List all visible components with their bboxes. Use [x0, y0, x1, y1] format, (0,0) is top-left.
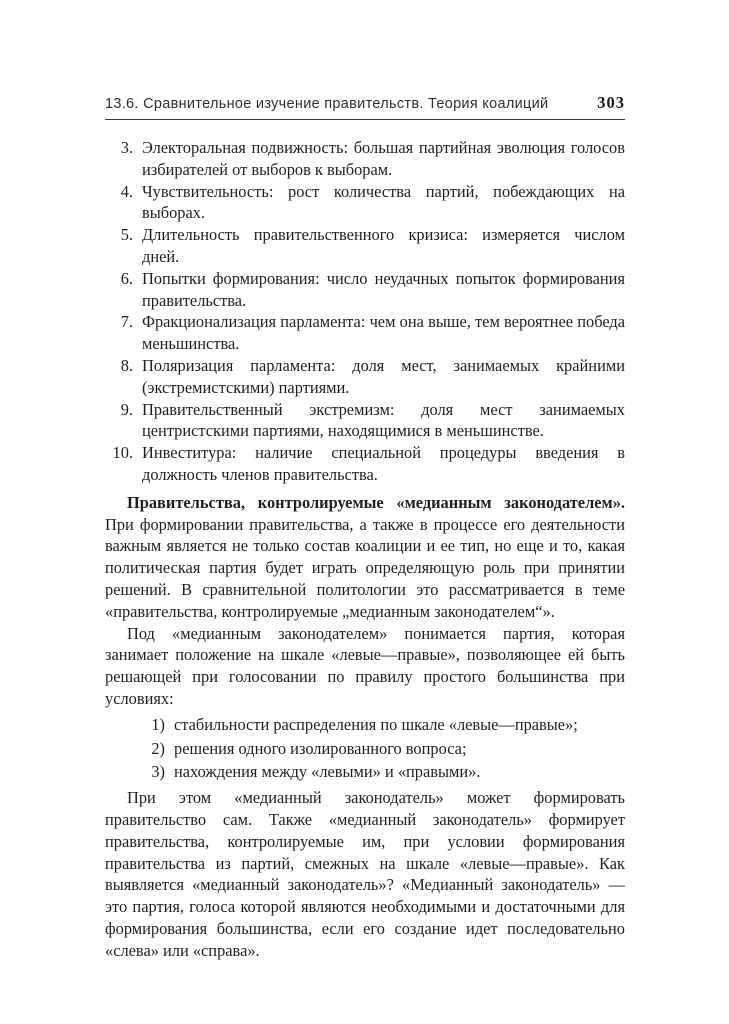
list-item-number: 8. [120, 355, 133, 375]
list-item-text: Чувствительность: рост количества партий, побеждающих на выборах. [142, 181, 625, 223]
list-item [105, 399, 625, 443]
list-item [105, 137, 625, 181]
list-item-text: нахождения между «левыми» и «правыми». [174, 762, 481, 782]
list-item-number: 3. [120, 138, 133, 157]
list-item-text: решения одного изолированного вопроса; [174, 738, 467, 758]
running-head [105, 93, 625, 113]
list-item [105, 355, 625, 399]
list-item-number: 4. [120, 181, 133, 201]
paragraph-median-formation: При этом «медианный законодатель» может формировать правительство сам. Также «медианный законодатель» формирует правительства, контролируемые им, при условии формирования правительства из партий, смежных на шкале «левые—правые». Как выявляется «медианный законодатель»? «Медианный законодатель» — это партия, голоса которой являются необходимыми и достаточными для формирования большинства, если его создание идет последовательно «слева» или «справа». [105, 788, 625, 960]
list-item-text: Фракционализация парламента: чем она выше, тем вероятнее победа меньшинства. [142, 312, 625, 354]
header-rule [105, 119, 625, 120]
paragraph-lead-rest: При формировании правительства, а также в процессе его деятельности важным является не только состав коалиции и ее тип, но еще и то, какая политическая партия будет играть определяющую роль при принятии решений. В сравнительной политологии это рассматривается в теме «правительства, контролируемые „медианным законодателем“». [105, 514, 625, 621]
list-item-number: 6. [120, 268, 133, 288]
conditions-list [145, 714, 625, 783]
list-item-text: Поляризация парламента: доля мест, занимаемых крайними (экстремистскими) партиями. [142, 355, 625, 397]
list-item-number: 10. [112, 443, 133, 463]
page-header [105, 93, 625, 120]
list-item-text: Попытки формирования: число неудачных попыток формирования правительства. [142, 268, 625, 310]
list-item [145, 761, 625, 783]
list-item [145, 714, 625, 736]
list-item-text: Инвеститура: наличие специальной процедуры введения в должность членов правительства. [142, 443, 625, 484]
page-body [105, 137, 625, 961]
list-item [105, 268, 625, 312]
list-item-text: Правительственный экстремизм: доля мест занимаемых центристскими партиями, находящимися в меньшинстве. [142, 399, 625, 441]
list-item [145, 738, 625, 760]
list-item-text: стабильности распределения по шкале «левые—правые»; [174, 714, 578, 734]
paragraph-bold-lead: Правительства, контролируемые «медианным законодателем». [127, 492, 625, 512]
list-item [105, 311, 625, 355]
paragraph-median-legislator-intro [105, 492, 625, 623]
page-number: 303 [597, 93, 625, 112]
list-item-number: 3) [151, 762, 165, 782]
list-item-text: Электоральная подвижность: большая партийная эволюция голосов избирателей от выборов к выборам. [142, 138, 625, 179]
list-item [105, 224, 625, 268]
list-item-number: 7. [120, 312, 133, 332]
list-item-number: 5. [120, 225, 133, 245]
list-item [105, 181, 625, 225]
list-item [105, 442, 625, 486]
metrics-list [105, 137, 625, 486]
paragraph-median-definition: Под «медианным законодателем» понимается партия, которая занимает положение на шкале «левые—правые», позволяющее ей быть решающей при голосовании по правилу простого большинства при условиях: [105, 623, 625, 708]
list-item-text: Длительность правительственного кризиса: измеряется числом дней. [142, 225, 625, 266]
list-item-number: 1) [151, 714, 165, 734]
running-title: 13.6. Сравнительное изучение правительств. Теория коалиций [105, 96, 549, 112]
list-item-number: 9. [120, 399, 133, 419]
list-item-number: 2) [151, 738, 165, 758]
